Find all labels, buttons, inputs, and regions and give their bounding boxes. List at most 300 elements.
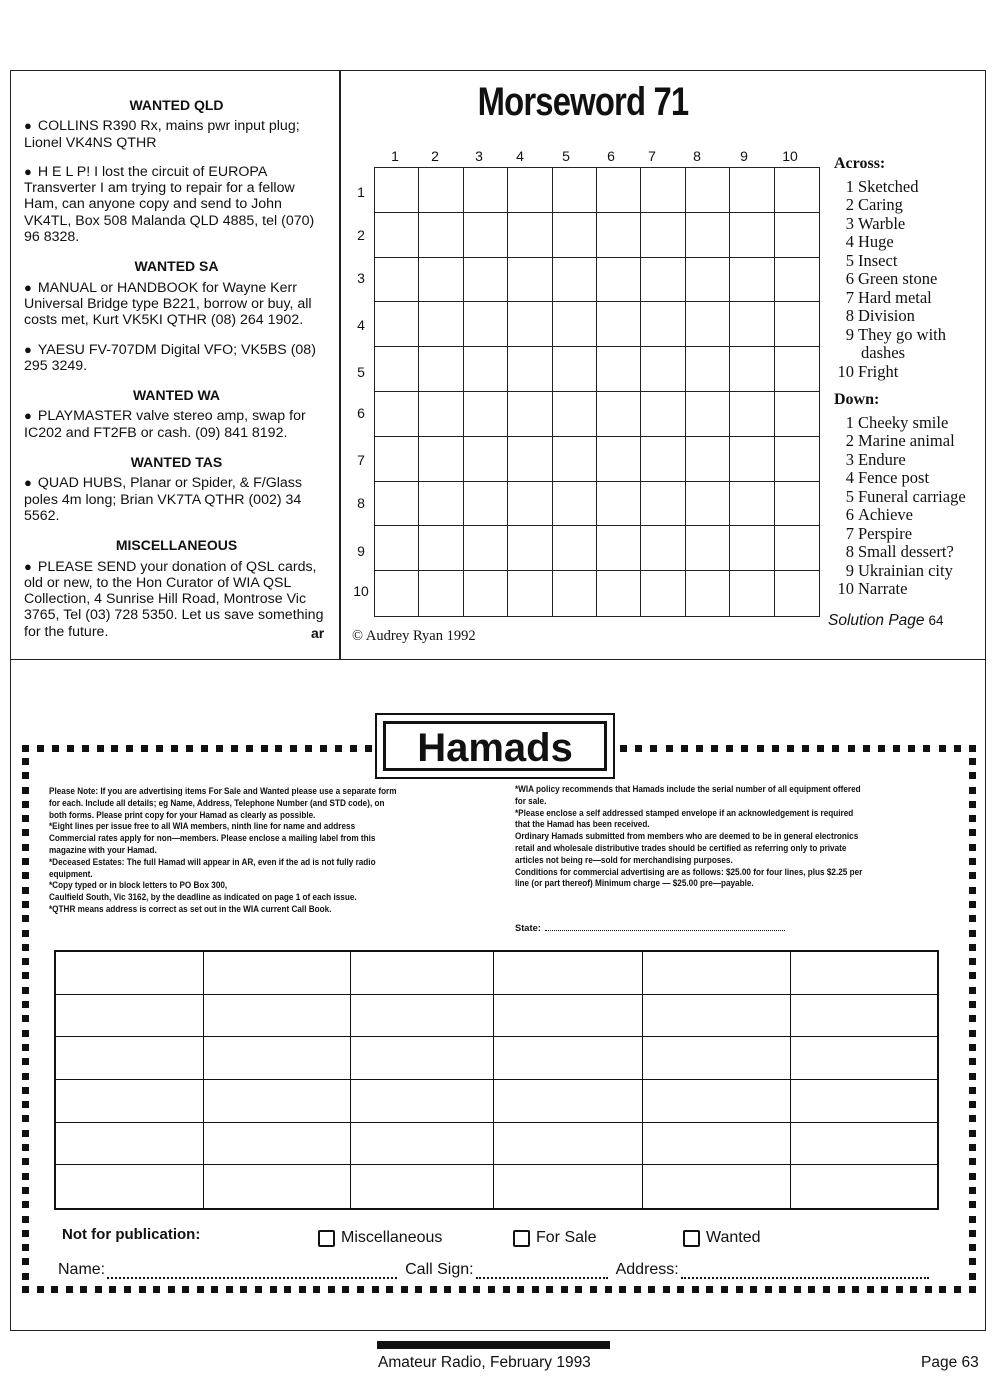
entry-cell[interactable] — [643, 1037, 791, 1080]
grid-cell[interactable] — [464, 168, 508, 213]
column-number: 4 — [516, 148, 524, 164]
border-dot — [168, 1286, 175, 1293]
entry-cell[interactable] — [204, 1037, 351, 1080]
grid-cell[interactable] — [775, 213, 819, 258]
grid-cell[interactable] — [775, 302, 819, 347]
grid-cell[interactable] — [375, 302, 419, 347]
grid-cell[interactable] — [553, 302, 597, 347]
grid-cell[interactable] — [730, 347, 774, 392]
across-clue — [834, 196, 994, 215]
border-dot — [832, 745, 839, 752]
border-dot — [863, 745, 870, 752]
grid-cell[interactable] — [597, 392, 641, 437]
border-dot — [619, 1286, 626, 1293]
grid-cell[interactable] — [508, 437, 552, 482]
across-clue — [834, 215, 994, 234]
border-dot — [969, 801, 976, 808]
grid-cell[interactable] — [508, 213, 552, 258]
border-dot — [969, 1044, 976, 1051]
grid-cell[interactable] — [641, 526, 685, 571]
border-dot — [741, 745, 748, 752]
grid-cell[interactable] — [419, 302, 463, 347]
name-field[interactable] — [107, 1265, 397, 1279]
copyright: © Audrey Ryan 1992 — [352, 628, 476, 644]
border-dot — [22, 1286, 29, 1293]
grid-cell[interactable] — [419, 347, 463, 392]
entry-cell[interactable] — [643, 952, 791, 995]
grid-cell[interactable] — [775, 526, 819, 571]
border-dot — [969, 1230, 976, 1237]
grid-cell[interactable] — [775, 258, 819, 303]
grid-cell[interactable] — [641, 258, 685, 303]
border-dot — [216, 745, 223, 752]
grid-cell[interactable] — [641, 302, 685, 347]
border-dot — [517, 1286, 524, 1293]
entry-cell[interactable] — [56, 1037, 204, 1080]
grid-cell[interactable] — [730, 168, 774, 213]
state-field[interactable] — [515, 923, 785, 933]
classified-ad — [24, 280, 329, 329]
classified-ad — [24, 342, 329, 375]
border-dot — [22, 758, 29, 765]
border-dot — [561, 1286, 568, 1293]
dotted-border-left — [22, 758, 29, 1280]
entry-cell[interactable] — [204, 1165, 351, 1208]
border-dot — [22, 972, 29, 979]
grid-cell[interactable] — [553, 482, 597, 527]
border-dot — [546, 1286, 553, 1293]
border-dot — [590, 1286, 597, 1293]
clue-text: Warble — [858, 213, 906, 233]
clue-text: Sketched — [858, 176, 919, 196]
border-dot — [954, 1286, 961, 1293]
across-list — [834, 178, 994, 382]
end-mark: ar — [311, 625, 325, 641]
column-number: 5 — [562, 148, 570, 164]
grid-cell[interactable] — [553, 347, 597, 392]
border-dot — [969, 844, 976, 851]
grid-cell[interactable] — [597, 526, 641, 571]
clue-number: 6 — [845, 269, 854, 288]
grid-cell[interactable] — [597, 302, 641, 347]
grid-cell[interactable] — [419, 526, 463, 571]
note-line: *Eight lines per issue free to all WIA members, ninth line for name and address — [49, 821, 356, 832]
border-dot — [261, 745, 268, 752]
entry-cell[interactable] — [791, 1123, 937, 1166]
border-dot — [692, 1286, 699, 1293]
border-dot — [969, 958, 976, 965]
column-number: 6 — [607, 148, 615, 164]
border-dot — [969, 1030, 976, 1037]
entry-cell[interactable] — [351, 1165, 494, 1208]
section-heading: MISCELLANEOUS — [115, 537, 238, 554]
grid-cell[interactable] — [508, 258, 552, 303]
entry-cell[interactable] — [351, 1037, 494, 1080]
border-dot — [459, 1286, 466, 1293]
note-line: *Deceased Estates: The full Hamad will appear in AR, even if the ad is not fully radio — [49, 856, 376, 867]
grid-cell[interactable] — [730, 302, 774, 347]
row-number: 8 — [357, 495, 365, 511]
grid-cell[interactable] — [375, 437, 419, 482]
ad-text: YAESU FV-707DM Digital VFO; VK5BS (08) 295 3249. — [24, 341, 316, 374]
entry-cell[interactable] — [351, 1123, 494, 1166]
border-dot — [22, 844, 29, 851]
grid-cell[interactable] — [508, 302, 552, 347]
border-dot — [22, 958, 29, 965]
border-dot — [22, 1130, 29, 1137]
border-dot — [969, 815, 976, 822]
clue-number: 6 — [845, 505, 854, 524]
border-dot — [666, 745, 673, 752]
entry-cell[interactable] — [643, 1165, 791, 1208]
clue-number: 5 — [845, 250, 854, 270]
border-dot — [22, 987, 29, 994]
clue-text: Achieve — [858, 505, 913, 524]
hamad-entry-grid[interactable] — [54, 950, 939, 1210]
border-dot — [197, 1286, 204, 1293]
checkbox-square-icon[interactable] — [683, 1230, 700, 1247]
down-clue — [834, 543, 994, 562]
border-dot — [22, 887, 29, 894]
grid-cell[interactable] — [597, 168, 641, 213]
entry-cell[interactable] — [494, 1037, 643, 1080]
grid-cell[interactable] — [464, 482, 508, 527]
grid-cell[interactable] — [775, 392, 819, 437]
border-dot — [80, 1286, 87, 1293]
note-line: Caulfield South, Vic 3162, by the deadline as indicated on page 1 of each issue. — [49, 892, 357, 903]
grid-cell[interactable] — [464, 213, 508, 258]
grid-cell[interactable] — [464, 526, 508, 571]
border-dot — [838, 1286, 845, 1293]
grid-cell[interactable] — [686, 302, 730, 347]
border-dot — [22, 772, 29, 779]
grid-cell[interactable] — [597, 482, 641, 527]
border-dot — [648, 1286, 655, 1293]
grid-cell[interactable] — [686, 168, 730, 213]
address-field[interactable] — [681, 1265, 929, 1279]
grid-cell[interactable] — [730, 392, 774, 437]
border-dot — [969, 1015, 976, 1022]
grid-cell[interactable] — [375, 571, 419, 616]
border-dot — [156, 745, 163, 752]
grid-cell[interactable] — [730, 213, 774, 258]
border-dot — [969, 1273, 976, 1280]
grid-cell[interactable] — [686, 213, 730, 258]
grid-cell[interactable] — [553, 392, 597, 437]
grid-cell[interactable] — [553, 168, 597, 213]
grid-cell[interactable] — [686, 526, 730, 571]
border-dot — [473, 1286, 480, 1293]
clue-text: Small dessert? — [858, 542, 954, 561]
clue-number: 8 — [845, 306, 854, 325]
down-clue — [834, 451, 994, 470]
entry-cell[interactable] — [791, 1080, 937, 1123]
entry-cell[interactable] — [643, 1080, 791, 1123]
grid-cell[interactable] — [464, 571, 508, 616]
entry-cell[interactable] — [791, 1165, 937, 1208]
grid-cell[interactable] — [508, 392, 552, 437]
entry-cell[interactable] — [494, 1123, 643, 1166]
hamads-notes-right — [515, 784, 955, 890]
entry-cell[interactable] — [56, 1165, 204, 1208]
grid-cell[interactable] — [641, 347, 685, 392]
grid-cell[interactable] — [419, 437, 463, 482]
entry-cell[interactable] — [56, 1080, 204, 1123]
clue-number: 2 — [845, 195, 854, 214]
entry-cell[interactable] — [791, 952, 937, 995]
grid-cell[interactable] — [597, 347, 641, 392]
border-dot — [817, 745, 824, 752]
grid-cell[interactable] — [419, 258, 463, 303]
border-dot — [401, 1286, 408, 1293]
grid-cell[interactable] — [641, 437, 685, 482]
grid-cell[interactable] — [375, 526, 419, 571]
grid-cell[interactable] — [419, 168, 463, 213]
entry-cell[interactable] — [351, 995, 494, 1038]
border-dot — [226, 1286, 233, 1293]
entry-cell[interactable] — [494, 1080, 643, 1123]
row-number: 6 — [357, 405, 365, 421]
clue-text: Ukrainian city — [858, 560, 953, 580]
note-line: line (or part thereof) Minimum charge — $25.00 pre—payable. — [515, 878, 754, 889]
grid-cell[interactable] — [419, 482, 463, 527]
clue-number: 7 — [845, 523, 854, 543]
border-dot — [969, 745, 976, 752]
border-dot — [969, 972, 976, 979]
border-dot — [969, 1173, 976, 1180]
border-dot — [22, 1015, 29, 1022]
grid-cell[interactable] — [597, 571, 641, 616]
border-dot — [823, 1286, 830, 1293]
dotted-border-top-right — [620, 745, 976, 753]
border-dot — [22, 1030, 29, 1037]
border-dot — [246, 745, 253, 752]
border-dot — [365, 745, 372, 752]
border-dot — [969, 944, 976, 951]
grid-cell[interactable] — [464, 258, 508, 303]
border-dot — [706, 1286, 713, 1293]
entry-cell[interactable] — [494, 952, 643, 995]
grid-cell[interactable] — [686, 482, 730, 527]
state-fill-line[interactable] — [545, 923, 785, 931]
border-dot — [969, 930, 976, 937]
border-dot — [969, 1158, 976, 1165]
border-dot — [969, 1073, 976, 1080]
grid-cell[interactable] — [419, 571, 463, 616]
note-line: retail and wholesale distributive trades should be certified as referring only to private — [515, 842, 847, 853]
grid-cell[interactable] — [553, 213, 597, 258]
clue-text: Insect — [858, 250, 898, 270]
grid-cell[interactable] — [775, 168, 819, 213]
grid-cell[interactable] — [419, 392, 463, 437]
column-number: 3 — [475, 148, 483, 164]
entry-cell[interactable] — [56, 995, 204, 1038]
grid-cell[interactable] — [686, 392, 730, 437]
classifieds-column — [24, 97, 329, 653]
not-for-publication-label: Not for publication: — [62, 1226, 201, 1243]
checkbox-square-icon[interactable] — [318, 1230, 335, 1247]
border-dot — [663, 1286, 670, 1293]
entry-cell[interactable] — [494, 1165, 643, 1208]
grid-cell[interactable] — [375, 392, 419, 437]
border-dot — [139, 1286, 146, 1293]
border-dot — [726, 745, 733, 752]
border-dot — [126, 745, 133, 752]
grid-cell[interactable] — [375, 168, 419, 213]
checkbox-label: Wanted — [706, 1229, 761, 1246]
entry-cell[interactable] — [791, 995, 937, 1038]
grid-cell[interactable] — [464, 347, 508, 392]
border-dot — [532, 1286, 539, 1293]
morseword-title: Morseword 71 — [477, 80, 689, 124]
grid-cell[interactable] — [553, 437, 597, 482]
border-dot — [969, 872, 976, 879]
grid-cell[interactable] — [730, 571, 774, 616]
grid-cell[interactable] — [730, 482, 774, 527]
grid-cell[interactable] — [597, 437, 641, 482]
section-heading: WANTED TAS — [130, 454, 223, 471]
border-dot — [969, 1130, 976, 1137]
grid-cell[interactable] — [641, 392, 685, 437]
grid-cell[interactable] — [464, 302, 508, 347]
grid-cell[interactable] — [641, 213, 685, 258]
entry-cell[interactable] — [56, 1123, 204, 1166]
grid-cell[interactable] — [730, 258, 774, 303]
checkbox-square-icon[interactable] — [513, 1230, 530, 1247]
entry-cell[interactable] — [351, 1080, 494, 1123]
grid-cell[interactable] — [419, 213, 463, 258]
border-dot — [240, 1286, 247, 1293]
border-dot — [969, 915, 976, 922]
column-number: 10 — [782, 148, 798, 164]
clue-number: 9 — [845, 560, 854, 580]
border-dot — [22, 1087, 29, 1094]
row-number: 10 — [353, 583, 369, 599]
grid-cell[interactable] — [508, 571, 552, 616]
grid-cell[interactable] — [597, 213, 641, 258]
clue-number: 4 — [845, 232, 854, 251]
grid-cell[interactable] — [375, 213, 419, 258]
clue-text: Caring — [858, 195, 903, 214]
border-dot — [37, 745, 44, 752]
grid-cell[interactable] — [508, 482, 552, 527]
grid-cell[interactable] — [641, 482, 685, 527]
border-dot — [290, 745, 297, 752]
checkbox-miscellaneous[interactable] — [318, 1229, 442, 1247]
callsign-field[interactable] — [476, 1265, 608, 1279]
note-line: *QTHR means address is correct as set out in the WIA current Call Book. — [49, 903, 332, 914]
grid-cell[interactable] — [553, 526, 597, 571]
border-dot — [779, 1286, 786, 1293]
border-dot — [22, 745, 29, 752]
dotted-border-top-left — [22, 745, 372, 753]
border-dot — [22, 1258, 29, 1265]
border-dot — [681, 745, 688, 752]
grid-cell[interactable] — [641, 571, 685, 616]
grid-cell[interactable] — [775, 347, 819, 392]
border-dot — [22, 1244, 29, 1251]
border-dot — [22, 1173, 29, 1180]
border-dot — [22, 930, 29, 937]
grid-cell[interactable] — [375, 258, 419, 303]
grid-cell[interactable] — [686, 258, 730, 303]
entry-cell[interactable] — [204, 1080, 351, 1123]
border-dot — [575, 1286, 582, 1293]
border-dot — [969, 1244, 976, 1251]
grid-cell[interactable] — [508, 347, 552, 392]
row-number: 1 — [357, 184, 365, 200]
border-dot — [22, 787, 29, 794]
down-clue — [834, 506, 994, 525]
border-dot — [95, 1286, 102, 1293]
border-dot — [969, 887, 976, 894]
border-dot — [22, 1115, 29, 1122]
entry-cell[interactable] — [204, 952, 351, 995]
grid-cell[interactable] — [686, 571, 730, 616]
note-line: articles not being re—sold for merchandising purposes. — [515, 854, 733, 865]
grid-cell[interactable] — [464, 437, 508, 482]
column-number: 9 — [740, 148, 748, 164]
grid-cell[interactable] — [686, 347, 730, 392]
entry-cell[interactable] — [791, 1037, 937, 1080]
grid-cell[interactable] — [775, 571, 819, 616]
classified-ad — [24, 408, 329, 441]
border-dot — [22, 901, 29, 908]
border-dot — [22, 1216, 29, 1223]
entry-cell[interactable] — [643, 1123, 791, 1166]
grid-cell[interactable] — [553, 258, 597, 303]
grid-cell[interactable] — [508, 168, 552, 213]
border-dot — [186, 745, 193, 752]
grid-cell[interactable] — [553, 571, 597, 616]
checkbox-wanted[interactable] — [683, 1229, 761, 1247]
grid-cell[interactable] — [641, 168, 685, 213]
grid-cell[interactable] — [464, 392, 508, 437]
grid-cell[interactable] — [730, 526, 774, 571]
clue-number: 8 — [845, 542, 854, 561]
border-dot — [969, 758, 976, 765]
clue-text: Narrate — [858, 579, 908, 598]
down-clue — [834, 580, 994, 599]
entry-cell[interactable] — [351, 952, 494, 995]
entry-cell[interactable] — [643, 995, 791, 1038]
checkbox-for-sale[interactable] — [513, 1229, 596, 1247]
grid-cell[interactable] — [775, 437, 819, 482]
border-dot — [255, 1286, 262, 1293]
entry-cell[interactable] — [204, 1123, 351, 1166]
grid-cell[interactable] — [775, 482, 819, 527]
across-heading: Across: — [834, 155, 886, 172]
border-dot — [67, 745, 74, 752]
note-line: *Copy typed or in block letters to PO Box 300, — [49, 880, 228, 891]
entry-cell[interactable] — [56, 952, 204, 995]
clue-text: Green stone — [858, 269, 938, 288]
grid-cell[interactable] — [597, 258, 641, 303]
clue-number: 10 — [837, 579, 854, 598]
column-number: 7 — [648, 148, 656, 164]
publication-footer: Amateur Radio, February 1993 — [378, 1354, 591, 1371]
entry-cell[interactable] — [204, 995, 351, 1038]
grid-cell[interactable] — [375, 347, 419, 392]
grid-cell[interactable] — [686, 437, 730, 482]
border-dot — [299, 1286, 306, 1293]
entry-cell[interactable] — [494, 995, 643, 1038]
grid-cell[interactable] — [730, 437, 774, 482]
grid-cell[interactable] — [375, 482, 419, 527]
border-dot — [415, 1286, 422, 1293]
grid-cell[interactable] — [508, 526, 552, 571]
clue-number: 2 — [845, 431, 854, 450]
